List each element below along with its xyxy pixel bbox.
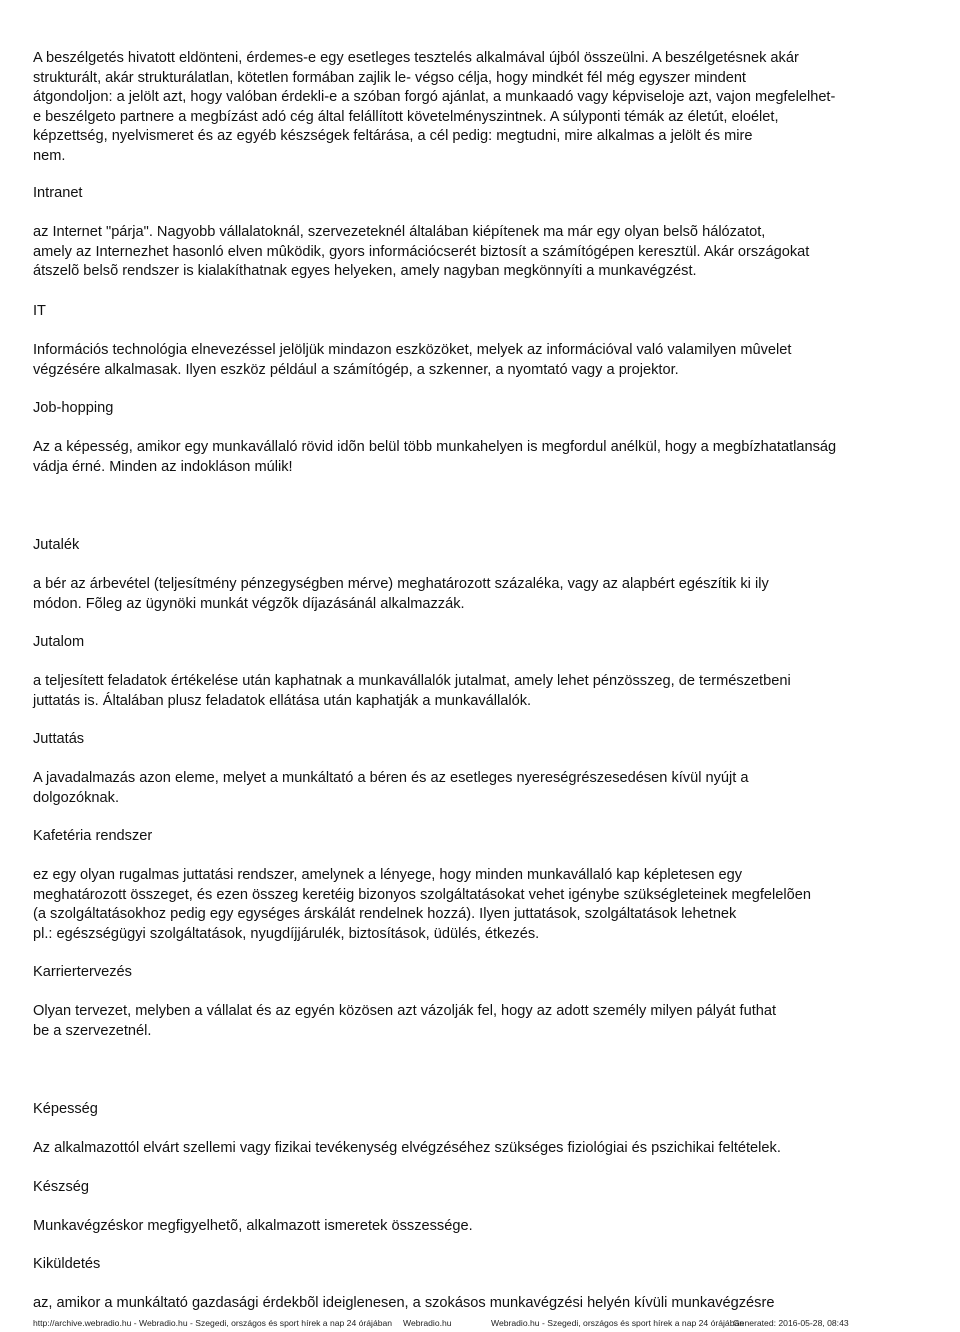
term-intranet: Intranet bbox=[33, 185, 83, 201]
term-keszseg: Készség bbox=[33, 1179, 89, 1195]
definition-it: Információs technológia elnevezéssel jelöljük mindazon eszközöket, melyek az információval való valamilyen mûvelet végzésére alkalmasak. Ilyen eszköz például a számítógép, a szkenner, a nyomtató vagy a projektor. bbox=[33, 342, 792, 378]
term-kepesseg: Képesség bbox=[33, 1101, 98, 1117]
term-kafeteria-rendszer: Kafetéria rendszer bbox=[33, 828, 153, 844]
footer-site-name: Webradio.hu - Szegedi, országos és sport hírek a nap 24 órájában bbox=[491, 1318, 745, 1328]
definition-kafeteria-rendszer: ez egy olyan rugalmas juttatási rendszer, amelynek a lényege, hogy minden munkavállaló kap képletesen egy meghatározott összeget, és ezen összeg keretéig bizonyos szolgáltatásokat vehet igénybe szükségleteinek megfelelõen (a szolgáltatásokhoz pedig egy egységes árskálát rendelnek hozzá). Ilyen juttatások, szolgáltatások lehetnek pl.: egészségügyi szolgáltatások, nyugdíjjárulék, biztosítások, üdülés, étkezés. bbox=[33, 867, 811, 942]
definition-intranet: az Internet "párja". Nagyobb vállalatoknál, szervezeteknél általában kiépítenek ma már egy olyan belsõ hálózatot, amely az Internezhet hasonló elven mûködik, gyors információcserét biztosít a számítógépen keresztül. Akár országokat átszelõ belsõ rendszer is kialakíthatnak egyes helyeken, amely nagyban megkönnyíti a munkavégzést. bbox=[33, 224, 810, 279]
footer-generated-timestamp: Generated: 2016-05-28, 08:43 bbox=[733, 1318, 849, 1328]
page-footer bbox=[33, 1318, 958, 1329]
definition-juttatas: A javadalmazás azon eleme, melyet a munkáltató a béren és az esetleges nyereségrészesedésen kívül nyújt a dolgozóknak. bbox=[33, 770, 749, 806]
intro-paragraph: A beszélgetés hivatott eldönteni, érdemes-e egy esetleges tesztelés alkalmával újból összeülni. A beszélgetésnek akár strukturált, akár strukturálatlan, kötetlen formában zajlik le- végso célja, hogy mindkét fél még egyszer mindent átgondoljon: a jelölt azt, hogy valóban érdekli-e a szóban forgó ajánlat, a munkaadó vagy képviseloje azt, vajon megfelelhet- e beszélgeto partnere a megbízást adó cég által felállított követelményszintnek. A súlyponti témák az életút, eloélet, képzettség, nyelvismeret és az egyéb készségek feltárása, a cél pedig: megtudni, mire alkalmas a jelölt és mire nem. bbox=[33, 50, 836, 164]
definition-jutalek: a bér az árbevétel (teljesítmény pénzegységben mérve) meghatározott százaléka, vagy az alapbért egészítik ki ily módon. Fõleg az ügynöki munkát végzõk díjazásánál alkalmazzák. bbox=[33, 576, 769, 612]
term-jutalek: Jutalék bbox=[33, 537, 80, 553]
footer-page-label: Webradio.hu bbox=[403, 1318, 452, 1328]
term-it: IT bbox=[33, 303, 46, 319]
definition-jutalom: a teljesített feladatok értékelése után kaphatnak a munkavállalók jutalmat, amely lehet pénzösszeg, de természetbeni juttatás is. Általában plusz feladatok ellátása után kaphatják a munkavállalók. bbox=[33, 673, 791, 709]
term-kikuldetes: Kiküldetés bbox=[33, 1256, 101, 1272]
definition-kikuldetes: az, amikor a munkáltató gazdasági érdekbõl ideiglenesen, a szokásos munkavégzési helyén kívüli munkavégzésre bbox=[33, 1295, 775, 1311]
term-jutalom: Jutalom bbox=[33, 634, 85, 650]
term-juttatas: Juttatás bbox=[33, 731, 85, 747]
definition-kepesseg: Az alkalmazottól elvárt szellemi vagy fizikai tevékenység elvégzéséhez szükséges fiziológiai és pszichikai feltételek. bbox=[33, 1140, 781, 1156]
definition-job-hopping: Az a képesség, amikor egy munkavállaló rövid idõn belül több munkahelyen is megfordul anélkül, hogy a megbízhatatlanság vádja érné. Minden az indokláson múlik! bbox=[33, 439, 837, 475]
term-job-hopping: Job-hopping bbox=[33, 400, 114, 416]
definition-karriertervezes: Olyan tervezet, melyben a vállalat és az egyén közösen azt vázolják fel, hogy az adott személy milyen pályát futhat be a szervezetnél. bbox=[33, 1003, 777, 1039]
term-karriertervezes: Karriertervezés bbox=[33, 964, 132, 980]
footer-source-link[interactable]: http://archive.webradio.hu - Webradio.hu - Szegedi, országos és sport hírek a nap 24 órájában bbox=[33, 1318, 393, 1328]
definition-keszseg: Munkavégzéskor megfigyelhetõ, alkalmazott ismeretek összessége. bbox=[33, 1218, 473, 1234]
